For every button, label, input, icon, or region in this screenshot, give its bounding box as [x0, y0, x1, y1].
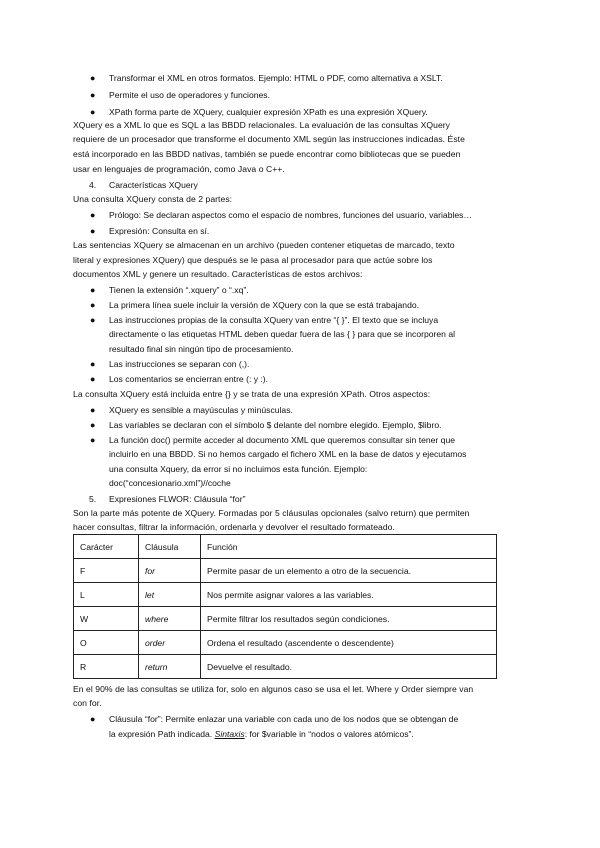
table-cell: F	[74, 559, 139, 583]
bullet-marker: ●	[90, 435, 96, 445]
bullet-item-continued: incluirlo en una BBDD. Si no hemos cargado el fichero XML en la base de datos y ejecutamos	[109, 449, 467, 459]
paragraph-line: Las sentencias XQuery se almacenan en un archivo (pueden contener etiquetas de marcado, texto	[73, 240, 455, 250]
bullet-item: Los comentarios se encierran entre (: y :).	[109, 374, 269, 384]
syntax-text: : for $variable in “nodos o valores atómicos”.	[244, 729, 414, 739]
bullet-item: Las instrucciones se separan con (,).	[109, 359, 250, 369]
bullet-item: Las variables se declaran con el símbolo $ delante del nombre elegido. Ejemplo, $libro.	[109, 420, 442, 430]
paragraph-line: En el 90% de las consultas se utiliza for, solo en algunos caso se usa el let. Where y Order siempre van	[73, 684, 474, 694]
paragraph-line: XQuery es a XML lo que es SQL a las BBDD relacionales. La evaluación de las consultas XQuery	[73, 120, 451, 130]
section-heading: Características XQuery	[109, 180, 198, 190]
table-cell: Permite filtrar los resultados según condiciones.	[201, 607, 497, 631]
table-cell: where	[139, 607, 201, 631]
bullet-marker: ●	[90, 359, 96, 369]
bullet-marker: ●	[90, 210, 96, 220]
table-header-cell: Carácter	[74, 535, 139, 559]
table-row	[74, 583, 497, 607]
table-row	[74, 655, 497, 679]
table-row	[74, 607, 497, 631]
table-cell: R	[74, 655, 139, 679]
paragraph-line: La consulta XQuery está incluida entre {} y se trata de una expresión XPath. Otros aspectos:	[73, 389, 431, 399]
bullet-item-continued: una consulta Xquery, da error si no incluimos esta función. Ejemplo:	[109, 464, 368, 474]
bullet-marker: ●	[90, 714, 96, 724]
bullet-item: Tienen la extensión “.xquery” o “.xq”.	[109, 285, 249, 295]
bullet-marker: ●	[90, 405, 96, 415]
bullet-item-continued: directamente o las etiquetas HTML deben quedar fuera de las { } para que se incorporen al	[109, 329, 456, 339]
bullet-marker: ●	[90, 226, 96, 236]
table-row	[74, 559, 497, 583]
table-header-cell: Cláusula	[139, 535, 201, 559]
bullet-item: Transformar el XML en otros formatos. Ejemplo: HTML o PDF, como alternativa a XSLT.	[109, 73, 443, 83]
table-cell: return	[139, 655, 201, 679]
bullet-marker: ●	[90, 90, 96, 100]
paragraph-line: documentos XML y genere un resultado. Características de estos archivos:	[73, 269, 363, 279]
paragraph-line: está incorporado en las BBDD nativas, también se puede encontrar como bibliotecas que se pueden	[73, 149, 461, 159]
paragraph-line: Son la parte más potente de XQuery. Formadas por 5 cláusulas opcionales (salvo return) que permiten	[73, 508, 470, 518]
bullet-marker: ●	[90, 107, 96, 117]
paragraph-line: literal y expresiones XQuery) que después se le pasa al procesador para que actúe sobre los	[73, 255, 433, 265]
bullet-item-continued	[109, 728, 414, 741]
table-header-row	[74, 535, 497, 559]
bullet-item: Prólogo: Se declaran aspectos como el espacio de nombres, funciones del usuario, variables…	[109, 210, 473, 220]
table-cell: Ordena el resultado (ascendente o descendente)	[201, 631, 497, 655]
table-cell: W	[74, 607, 139, 631]
table-cell: L	[74, 583, 139, 607]
table-cell: O	[74, 631, 139, 655]
bullet-item: Expresión: Consulta en sí.	[109, 226, 210, 236]
bullet-item: XQuery es sensible a mayúsculas y minúsculas.	[109, 405, 293, 415]
bullet-item: XPath forma parte de XQuery, cualquier expresión XPath es una expresión XQuery.	[109, 107, 428, 117]
syntax-label: Sintaxis	[214, 729, 245, 739]
table-cell: Devuelve el resultado.	[201, 655, 497, 679]
flwor-table	[73, 534, 497, 679]
bullet-item: La primera línea suele incluir la versión de XQuery con la que se está trabajando.	[109, 300, 420, 310]
paragraph-line: usar en lenguajes de programación, como Java o C++.	[73, 164, 285, 174]
paragraph-line: requiere de un procesador que transforme el documento XML según las instrucciones indicadas. Éste	[73, 134, 465, 144]
bullet-item: Cláusula “for”: Permite enlazar una variable con cada uno de los nodos que se obtengan de	[109, 714, 459, 724]
paragraph-line: con for.	[73, 698, 102, 708]
bullet-item: Permite el uso de operadores y funciones.	[109, 90, 270, 100]
bullet-marker: ●	[90, 285, 96, 295]
bullet-item: Las instrucciones propias de la consulta XQuery van entre “{ }”. El texto que se incluya	[109, 315, 439, 325]
table-cell: order	[139, 631, 201, 655]
bullet-marker: ●	[90, 420, 96, 430]
bullet-marker: ●	[90, 374, 96, 384]
paragraph-line: Una consulta XQuery consta de 2 partes:	[73, 194, 233, 204]
syntax-intro: la expresión Path indicada.	[109, 729, 215, 739]
table-cell: let	[139, 583, 201, 607]
bullet-marker: ●	[90, 300, 96, 310]
paragraph-line: hacer consultas, filtrar la información, ordenarla y devolver el resultado formateado.	[73, 522, 395, 532]
section-number: 4.	[89, 180, 97, 190]
bullet-item-continued: resultado final sin ningún tipo de procesamiento.	[109, 344, 294, 354]
table-header-cell: Función	[201, 535, 497, 559]
bullet-marker: ●	[90, 315, 96, 325]
section-number: 5.	[89, 494, 97, 504]
code-example: doc(“concesionario.xml”)//coche	[109, 478, 231, 488]
section-heading: Expresiones FLWOR: Cláusula “for”	[109, 494, 246, 504]
bullet-marker: ●	[90, 73, 96, 83]
bullet-item: La función doc() permite acceder al documento XML que queremos consultar sin tener que	[109, 435, 456, 445]
table-row	[74, 631, 497, 655]
table-cell: Permite pasar de un elemento a otro de la secuencia.	[201, 559, 497, 583]
table-cell: Nos permite asignar valores a las variables.	[201, 583, 497, 607]
table-cell: for	[139, 559, 201, 583]
